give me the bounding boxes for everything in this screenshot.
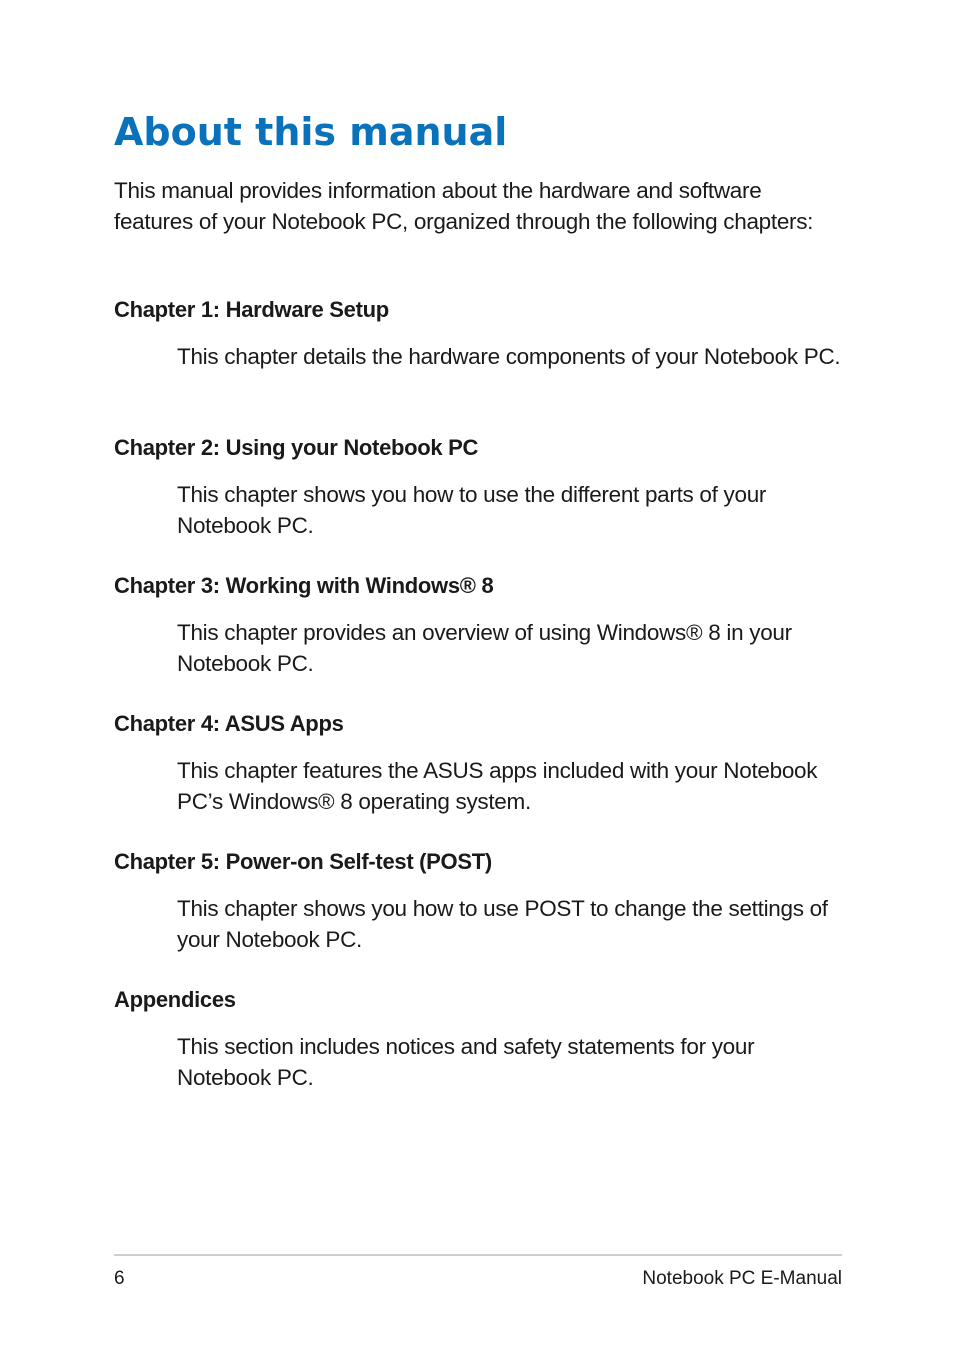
chapter-heading: Appendices xyxy=(114,987,236,1012)
chapter-heading: Chapter 2: Using your Notebook PC xyxy=(114,435,479,460)
page-number: 6 xyxy=(114,1268,125,1289)
chapter-section xyxy=(114,570,842,708)
chapter-description: This chapter details the hardware components of your Notebook PC. xyxy=(177,344,841,369)
chapter-heading: Chapter 4: ASUS Apps xyxy=(114,711,344,736)
chapter-description: This chapter shows you how to use the different parts of your Notebook PC. xyxy=(177,482,767,538)
footer-manual-title: Notebook PC E-Manual xyxy=(642,1268,842,1289)
chapter-description: This chapter shows you how to use POST to change the settings of your Notebook PC. xyxy=(177,896,828,952)
chapter-section xyxy=(114,708,842,846)
page-title: About this manual xyxy=(114,110,508,154)
chapter-description: This chapter provides an overview of using Windows® 8 in your Notebook PC. xyxy=(177,620,792,676)
chapter-heading: Chapter 1: Hardware Setup xyxy=(114,297,389,322)
chapter-description: This chapter features the ASUS apps included with your Notebook PC’s Windows® 8 operating system. xyxy=(177,758,818,814)
chapter-list xyxy=(114,294,842,1122)
chapter-heading: Chapter 3: Working with Windows® 8 xyxy=(114,573,494,598)
appendices-section xyxy=(114,984,842,1122)
chapter-section xyxy=(114,432,842,570)
chapter-heading: Chapter 5: Power-on Self-test (POST) xyxy=(114,849,492,874)
intro-paragraph: This manual provides information about the hardware and software features of your Notebook PC, organized through the following chapters: xyxy=(114,178,814,234)
footer-divider xyxy=(114,1254,842,1256)
chapter-section xyxy=(114,294,842,432)
page-footer xyxy=(114,1264,842,1294)
chapter-description: This section includes notices and safety statements for your Notebook PC. xyxy=(177,1034,755,1090)
chapter-section xyxy=(114,846,842,984)
